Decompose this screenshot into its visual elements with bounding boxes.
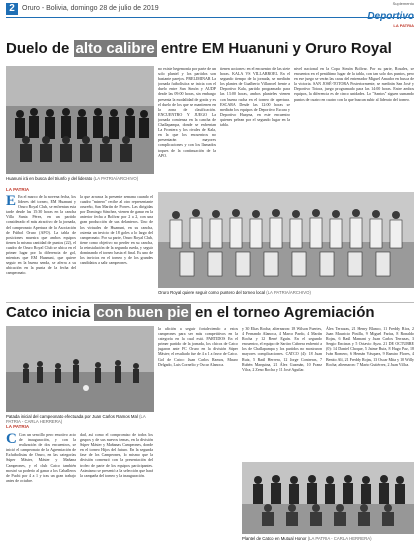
- photo1-caption: Huanuni irá en busca del triunfo y del liderato (LA PATRIA/ARCHIVO): [6, 176, 139, 181]
- article1-col3: no existe hegemonía por parte de un solo plantel y los partidos son bastante parejos. PRELIMINAR La jornada futbolística se inicia con el duelo entre San Simón y AUDP desde las 09:00 horas, sin embargo presenta la modalidad de gratis y es el duelo de los que se mantienen en la zona de clasificación. ENCUENTRO Y JUEGO La jornada comienza en la cancha de Challapampa, donde se enfrentan La Frontera y los rivales de Kala, en la que los encuentros no presentarán mayores complicaciones y con los llamados toques de la continuación de la APO.: [158, 66, 216, 158]
- logo-sub: LA PATRIA: [393, 23, 414, 28]
- supplement-logo: [367, 2, 414, 28]
- article1-col2: la que arranca la presente semana cuando el cuadro "minero" recibe al otro representante orureño, San Martín de Porres. Las dirigidas por Domingo Sánchez, vienen de ganar en la anterior fecha a Bolívar por 2 a 2, con una gran producción de sus delanteros. Uno de los virtuales de Huanuni, en su cancha, ostenta un invicto de 18 goles a lo largo del campeonato. Por su parte, Oruro Royal Club, tiene como objetivo no perder en su cancha, la reinstalación de la segunda rueda, y seguir dominando el torneo hasta el final. Es uno de los invictos en el torneo y de los grandes candidatos a salir campeones.: [80, 194, 153, 266]
- drop-cap: E: [6, 194, 17, 209]
- photo2-caption: Oruro Royal quiere seguir como puntero del torneo local (LA PATRIA/ARCHIVO): [158, 290, 311, 295]
- article2-col4: y 30 Elias Rocha; alternaron: 18 Wilson Fuertes, 4 Fernando Alanoca, 4 Marco Pardo, 4 Martín Rocha y 12 René Eguín. En el segundo encuentro, el equipo de Sartiro Cabrera enfrentó a los de Challapampa y los partidos no mostraron mayores complicaciones. CATCO (4): 18 Juan Ruiz, 5 Raúl Herrera, 12 Jorge Contreras, 7 Rubén Marquina, 21 Álex Guzmán, 10 Franz Vilca, 2 Zeno Rocha y 11 José Aguilar.: [242, 326, 322, 372]
- headline-highlight: alto calibre: [75, 40, 155, 57]
- photo3-caption: Patada inicial del campeonato efectuada por Juan Carlos Ramos Mal (LA PATRIA - CARLA HERRERA): [6, 414, 146, 424]
- article1-col4: tienen acciones: en el encuentro de las siete horas. KALA VS VILLARROEL En el segundo tiempo de la jornada, se medirán los plantes de Gualberto Villarroel frente a Deportivo Kala, partido programado para las 13:00 horas, ambos planteles vienen con buena racha en el torneo de apertura. ESCARA Desde las 12:00 horas se medirán los equipos de Deportivo Escara y Deportivo Huayna, en este encuentro quienes pelean por el segundo lugar en la tabla.: [220, 66, 290, 128]
- article1-headline: Duelo de alto calibre entre EM Huanuni y Oruro Royal: [6, 40, 392, 57]
- page-header: [6, 1, 414, 28]
- inauguration-photo: [6, 326, 154, 412]
- dateline: Oruro - Bolivia, domingo 28 de julio de 2019: [22, 5, 159, 12]
- article1-kicker: LA PATRIA: [6, 187, 30, 192]
- article2-col1: C Con un sencillo pero emotivo acto de inauguración, y con la realización de dos encuentros, se inició el campeonato de la Agremiación de Exfutbolistas de Oruro, en las categorías Súper Máster, Máster y Mañana Campeones, y el club Catco también mostró su poderío al ganar a los Caballeros de Puchi por 4 a 1 y tras un gran trabajo antes de octubre.: [6, 432, 76, 483]
- logo-top: Suplemento: [392, 1, 414, 6]
- catco-team-photo: [242, 462, 414, 534]
- article2-col2: dad, así como el compromiso de todos los grupos y de sus nuevos temas, en la división Súper Máster y Mañanas Campeones, donde en el torneo Hijos del futuro. En la segunda fase de los Campeones, lo mismo que la división comenzó con la presentación del trofeo de parte de los equipos participantes. Asimismo se presentó a la selección que hará la campaña del torneo y la inauguración.: [80, 432, 153, 478]
- huanuni-team-photo: [6, 66, 154, 174]
- article-divider: [6, 302, 414, 303]
- oruro-royal-team-photo: [158, 192, 414, 288]
- article1-col5: nivel nacional en la Copa Simón Bolívar. Por su parte, Rosales, se encuentra en el penúltimo lugar de la tabla, con tan solo dos puntos, pero en ese juego se verán las caras del entrenador Miguel Amador en busca de la victoria. SAN JOSÉ-TOTORA Posteriormente, se medirán San José y Deportivo Totora, juego programado para las 14:00 horas. Entre ambos equipos, la diferencia es de cinco unidades. Lo "Santos" siguen sumando puntos de cuatro en cuatro con la que buscan subir al liderato del torneo.: [294, 66, 414, 102]
- headline-highlight: con buen pie: [96, 304, 189, 321]
- article2-kicker: LA PATRIA: [6, 424, 30, 429]
- page-number: 2: [6, 3, 18, 15]
- article2-col5: Álex Terrazas, 21 Henry Blanco, 11 Freddy Ríos, 2 Juan Mauricio Pinilla, 9 Miguel Farías, 8 Ronaldo Rojas, 6 Raúl Mamani y Juan Carlos Terrazas, 3 Sergio Encinas y 5 Octavio Ayza. 21 DE OCTUBRE (0): 14 Daniel Choque, 5 Jaime Ruiz, 8 Hugo Paz, 18 Iván Romero, 6 Hernán Vásquez, 9 Ramiro Flores, 4 Benito Alí, 21 Freddy Rojas, 13 Oscar Mita y 10 Willy Rocha; alternaron: 7 Mario Gutiérrez, 2 Juan Villca.: [326, 326, 414, 367]
- drop-cap: C: [6, 432, 17, 447]
- article2-col3: la afición a seguir fortaleciendo a estos campeones para ser más competitivos en la categoría en la cual está. PARTIDOS En el primer partido de la jornada, los chicos de Catco jugaron ante FC Oruro en la división Súper Máster; el resultado fue de 4 a 1 a favor de Catco. Gol de Catco: Juan Carlos Ramos, Mauro Delgado, Luis Cornelio y Oscar Alanoca.: [158, 326, 238, 367]
- article2-headline: Catco inicia con buen pie en el torneo Agremiación: [6, 304, 375, 321]
- photo4-caption: Plantel de Catco en Mutual Honor (LA PATRIA - CARLA HERRERA): [242, 536, 372, 541]
- article1-col1: E En el marco de la novena fecha, los líderes del torneo, EM Huanuni y Oruro Royal Club, se enfrentan esta tarde desde las 15:30 horas en la cancha Villa Santa Pérez, en un partido considerado el más atractivo de la jornada, del campeonato Apertura de la Asociación de Fútbol Oruro (AFO). La tabla de posiciones muestra que ambos equipos tienen la misma cantidad de puntos (22), el cuadro de Oruro Royal Club se ubica en el primer lugar por la diferencia de gol, mientras que EM Huanuni, que quiere seguir en la buena senda, se aferra a su ubicación en la punta de la fecha del campeonato.: [6, 194, 76, 276]
- header-rule: [6, 17, 414, 18]
